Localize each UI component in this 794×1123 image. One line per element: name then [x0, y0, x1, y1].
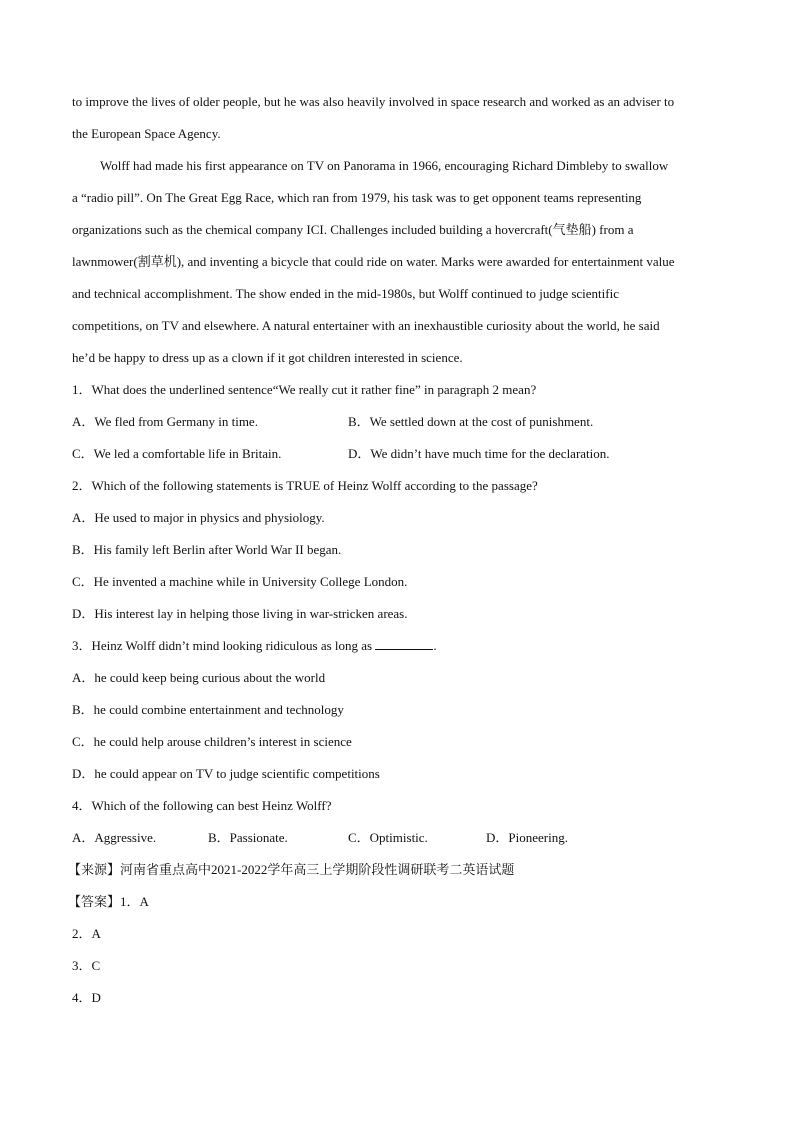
answer-line: 【答案】1．A	[68, 894, 149, 909]
option-a: A．Aggressive.	[72, 830, 157, 845]
passage-line: he’d be happy to dress up as a clown if it got children interested in science.	[72, 350, 463, 365]
option-c: C．He invented a machine while in University College London.	[72, 574, 408, 589]
option-d: D．he could appear on TV to judge scientific competitions	[72, 766, 380, 781]
answer-line: 4．D	[72, 990, 101, 1005]
passage-line: a “radio pill”. On The Great Egg Race, which ran from 1979, his task was to get opponent teams representing	[72, 190, 642, 205]
passage-line: to improve the lives of older people, but he was also heavily involved in space research and worked as an adviser to	[72, 94, 675, 109]
answer-line: 3．C	[72, 958, 101, 973]
option-d: D．We didn’t have much time for the declaration.	[348, 446, 610, 461]
passage-line: lawnmower(割草机), and inventing a bicycle that could ride on water. Marks were awarded for entertainment value	[72, 254, 675, 269]
option-d: D．Pioneering.	[486, 830, 568, 845]
option-a: A．he could keep being curious about the world	[72, 670, 326, 685]
passage-line: competitions, on TV and elsewhere. A natural entertainer with an inexhaustible curiosity about the world, he said	[72, 318, 660, 333]
option-b: B．We settled down at the cost of punishment.	[348, 414, 594, 429]
passage-line: and technical accomplishment. The show ended in the mid-1980s, but Wolff continued to judge scientific	[72, 286, 619, 301]
document-page	[68, 94, 722, 1006]
question-1-stem: 1．What does the underlined sentence“We really cut it rather fine” in paragraph 2 mean?	[72, 382, 537, 397]
question-4-stem: 4．Which of the following can best Heinz Wolff?	[72, 798, 332, 813]
passage-line: organizations such as the chemical company ICI. Challenges included building a hovercraft(气垫船) from a	[72, 222, 634, 237]
option-c: C．he could help arouse children’s interest in science	[72, 734, 352, 749]
option-d: D．His interest lay in helping those living in war-stricken areas.	[72, 606, 408, 621]
question-3-stem	[72, 638, 722, 654]
answer-blank	[375, 638, 433, 650]
question-1-options-row-2	[72, 446, 722, 462]
option-b: B．Passionate.	[208, 830, 288, 845]
question-3-stem-end: .	[433, 638, 437, 653]
option-a: A．We fled from Germany in time.	[72, 414, 258, 429]
question-4-options-row	[72, 830, 722, 846]
answer-line: 2．A	[72, 926, 101, 941]
option-c: C．Optimistic.	[348, 830, 428, 845]
question-3-stem-text: 3．Heinz Wolff didn’t mind looking ridiculous as long as	[72, 638, 376, 653]
passage-line: the European Space Agency.	[72, 126, 221, 141]
option-b: B．His family left Berlin after World War II began.	[72, 542, 342, 557]
source-line: 【来源】河南省重点高中2021-2022学年高三上学期阶段性调研联考二英语试题	[68, 862, 515, 877]
option-b: B．he could combine entertainment and technology	[72, 702, 344, 717]
question-2-stem: 2．Which of the following statements is TRUE of Heinz Wolff according to the passage?	[72, 478, 538, 493]
option-c: C．We led a comfortable life in Britain.	[72, 446, 282, 461]
passage-line: Wolff had made his first appearance on TV on Panorama in 1966, encouraging Richard Dimbleby to swallow	[100, 158, 669, 173]
option-a: A．He used to major in physics and physiology.	[72, 510, 325, 525]
question-1-options-row-1	[72, 414, 722, 430]
